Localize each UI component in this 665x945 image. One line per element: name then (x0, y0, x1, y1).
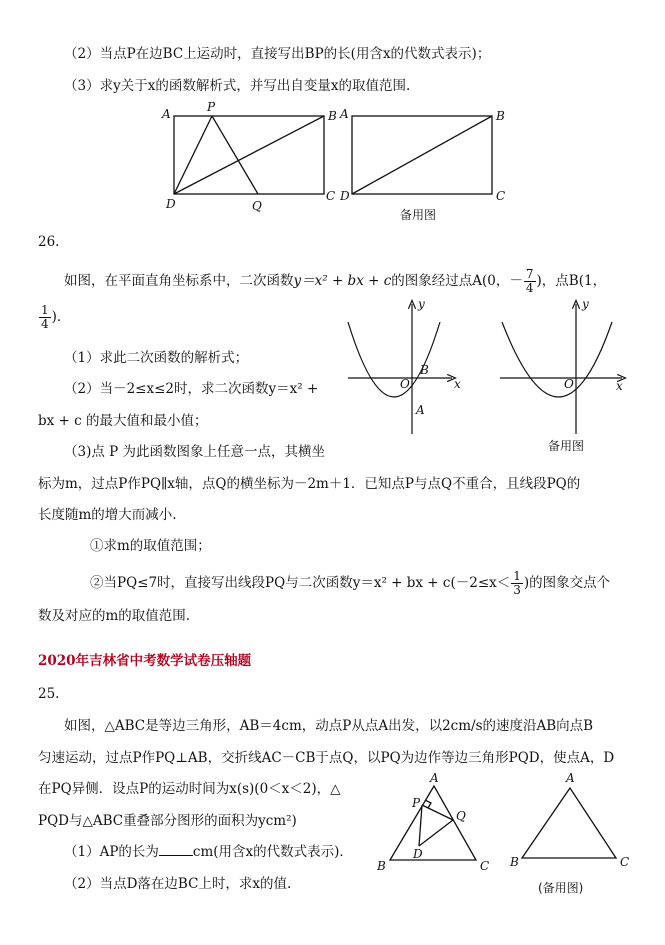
diagonal-db (174, 116, 324, 194)
q26-sub2a (90, 570, 610, 597)
triangle-abc (390, 786, 476, 860)
q26-sub2c: 数及对应的m的取值范围. (38, 608, 191, 624)
spare-label-a: A (340, 107, 349, 121)
label-c: C (326, 189, 336, 203)
q26-point-a-close: )，点 (536, 273, 569, 289)
q26-part2a: （2）当－2≤x≤2时，求二次函数y＝x² + (64, 381, 319, 397)
fig2-caption: 备用图 (548, 439, 585, 453)
q25-part2: （2）当点D落在边BC上时，求x的值. (64, 876, 292, 892)
q26-intro-text-2: 的图象经过点 (391, 273, 473, 289)
q26-point-b: B(1， (568, 273, 607, 289)
label-origin: O (400, 377, 410, 391)
spare-label-a: A (566, 771, 575, 785)
q24-part2: （2）当点P在边BC上运动时，直接写出BP的长(用含x的代数式表示)； (64, 46, 491, 62)
fraction-1-3: $\frac{1}{3}$ (513, 569, 521, 597)
segment-dq (419, 820, 453, 846)
q26-equation: y＝x² + bx + c (293, 273, 392, 289)
label-y: y (418, 297, 425, 311)
spare-label-origin: O (564, 377, 574, 391)
label-p: P (207, 100, 216, 114)
q24-part3: （3）求y关于x的函数解析式，并写出自变量x的取值范围. (64, 78, 411, 94)
fig3-caption: (备用图) (538, 881, 584, 895)
q25-part1-text: （1）AP的长为 (64, 844, 159, 860)
label-x: x (454, 377, 461, 391)
spare-diagonal (352, 116, 492, 194)
rectangle-figure (160, 100, 520, 225)
spare-parabola-curve (502, 322, 612, 397)
label-q: Q (456, 809, 466, 823)
q26-point-a: A(0，－ (472, 273, 523, 289)
segment-dp (174, 116, 212, 194)
label-a: A (162, 107, 171, 121)
spare-label-b: B (510, 855, 519, 869)
q26-sub1: ①求m的取值范围； (90, 538, 211, 554)
fraction-1-4: $\frac{1}{4}$ (41, 303, 49, 331)
triangle-figure (370, 770, 650, 900)
q25-line3: 在PQ异侧．设点P的运动时间为x(s)(0＜x＜2)，△ (38, 781, 341, 797)
section-heading: 2020年吉林省中考数学试卷压轴题 (38, 653, 252, 669)
label-d: D (413, 847, 423, 861)
q26-part3b: 标为m，过点P作PQ∥x轴，点Q的横坐标为－2m＋1．已知点P与点Q不重合，且线段PQ的 (38, 476, 581, 492)
q26-part3c: 长度随m的增大而减小. (38, 507, 177, 523)
spare-label-y: y (582, 297, 589, 311)
q26-intro (64, 268, 606, 295)
label-b: B (377, 859, 386, 873)
label-a: A (430, 771, 439, 785)
q25-part1-text-2: cm(用含x的代数式表示)． (192, 844, 353, 860)
label-d: D (166, 197, 176, 211)
label-point-b: B (420, 363, 429, 377)
q25-part1 (64, 843, 353, 861)
q25-number: 25. (38, 686, 60, 702)
answer-blank[interactable] (159, 843, 193, 856)
fraction-7-4: $\frac{7}{4}$ (525, 267, 534, 295)
q26-number: 26. (38, 234, 60, 250)
q26-part1: （1）求此二次函数的解析式； (64, 350, 249, 366)
spare-label-b: B (496, 109, 505, 123)
q26-part2b: bx + c 的最大值和最小值； (38, 413, 208, 429)
label-p: P (412, 796, 421, 810)
fig1-caption: 备用图 (400, 208, 437, 222)
label-b: B (328, 109, 337, 123)
q26-sub2-text: ②当PQ≤7时，直接写出线段PQ与二次函数y＝x² + bx + c(－2≤x＜ (90, 575, 511, 591)
q26-part3a: （3)点 P 为此函数图象上任意一点，其横坐 (64, 444, 326, 460)
q26-point-b-close: )． (51, 309, 71, 325)
q25-line4: PQD与△ABC重叠部分图形的面积为ycm²) (38, 813, 297, 829)
spare-label-c: C (496, 189, 506, 203)
label-q: Q (252, 199, 262, 213)
spare-triangle (522, 788, 616, 858)
q26-point-b-cont (38, 304, 70, 331)
parabola-curve (348, 322, 440, 397)
q25-line1: 如图，△ABC是等边三角形，AB＝4cm，动点P从点A出发，以2cm/s的速度沿AB向点B (64, 718, 594, 734)
label-c: C (480, 859, 490, 873)
segment-pq (212, 116, 258, 194)
spare-label-x: x (616, 379, 623, 393)
spare-label-c: C (620, 855, 630, 869)
q25-line2: 匀速运动，过点P作PQ⊥AB，交折线AC－CB于点Q，以PQ为边作等边三角形PQD，使点A，D (38, 750, 615, 766)
parabola-figure (340, 296, 640, 456)
label-point-a: A (416, 403, 425, 417)
q26-sub2-text-2: )的图象交点个 (523, 575, 611, 591)
spare-label-d: D (340, 189, 350, 203)
q26-intro-text: 如图，在平面直角坐标系中，二次函数 (64, 273, 294, 289)
